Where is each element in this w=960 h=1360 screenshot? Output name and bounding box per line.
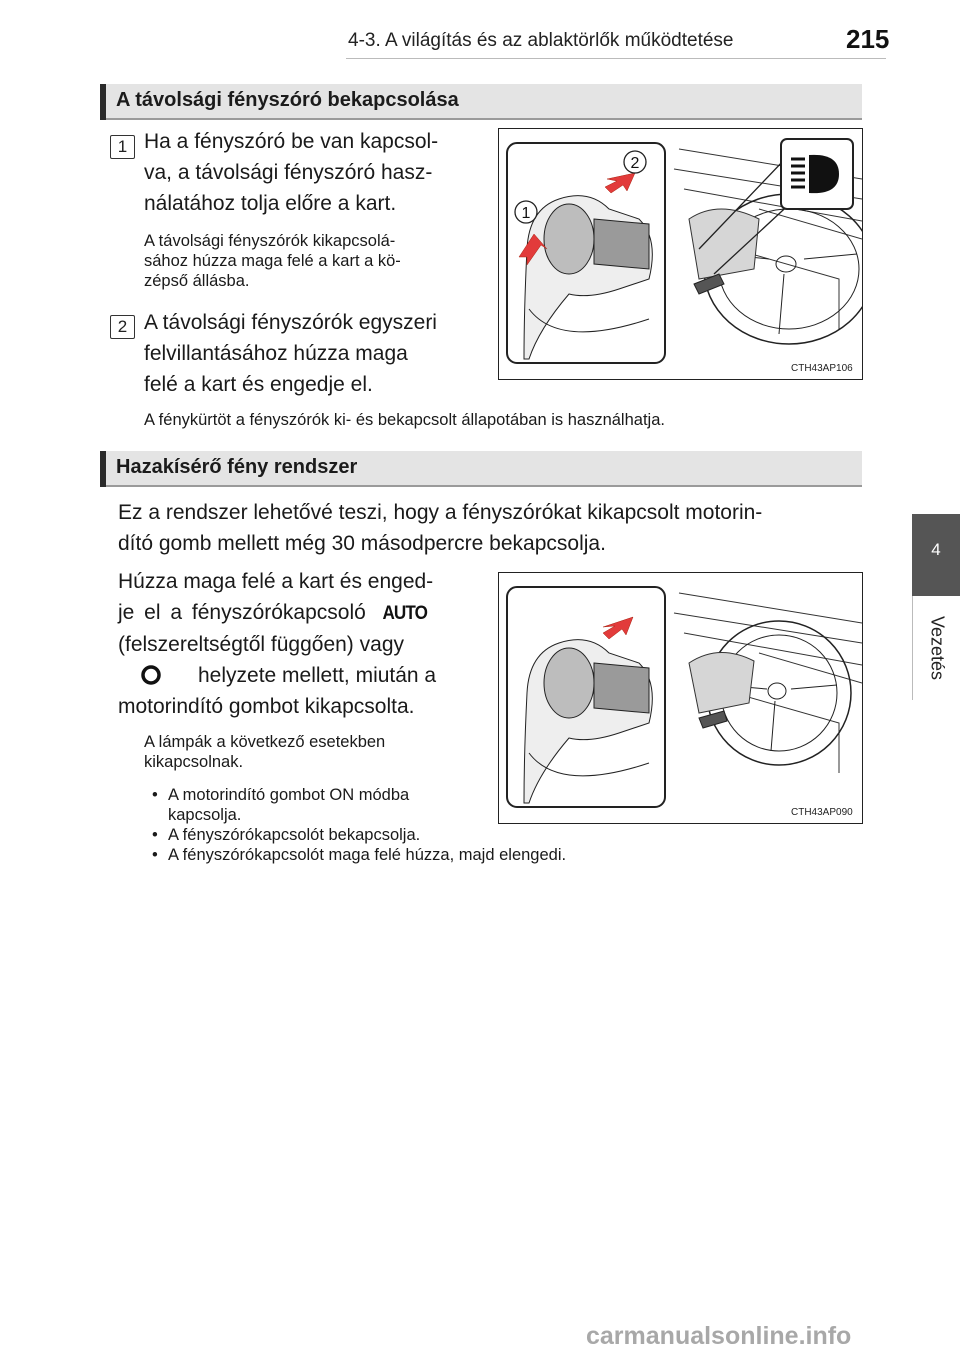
- high-beam-icon: [781, 139, 853, 209]
- list-item: • A motorindító gombot ON módba kapcsolja.: [144, 785, 478, 825]
- list-item: • A fényszórókapcsolót maga felé húzza, majd elengedi.: [144, 845, 864, 865]
- chapter-tab-number: 4: [931, 540, 941, 559]
- step-2-badge: 2: [110, 315, 135, 339]
- watermark: carmanualsonline.info: [586, 1322, 852, 1350]
- off-conditions-text: A lámpák a következő esetekben kikapcsolnak.: [144, 733, 386, 771]
- intro-paragraph: Ez a rendszer lehetővé teszi, hogy a fényszórókat kikapcsolt motorin- dító gomb mellett még 30 másodpercre bekapcsolja.: [118, 501, 763, 555]
- section-heading-high-beam: [100, 84, 862, 120]
- figure-callout-1: 1: [521, 205, 531, 222]
- page-number: 215: [846, 24, 890, 54]
- instruction-paragraph: Húzza maga felé a kart és enged- je el a fényszórókapcsoló AUTO (felszereltségtől függően) vagy helyzete mellett, miután a motorindító gombot kikapcsolta.: [118, 570, 437, 718]
- figure-code: CTH43AP090: [791, 807, 853, 818]
- lever-illustration: [499, 129, 862, 379]
- step-1-badge: 1: [110, 135, 135, 159]
- figure-callout-2: 2: [630, 155, 640, 172]
- step-1-note: A távolsági fényszórók kikapcsolá- sához húzza maga felé a kart a kö- zépső állásba.: [144, 232, 401, 290]
- list-item: • A fényszórókapcsolót bekapcsolja.: [144, 825, 864, 845]
- step-1-text: Ha a fényszóró be van kapcsol- va, a távolsági fényszóró hasz- nálatához tolja előre a kart.: [144, 130, 439, 215]
- running-header: 4-3. A világítás és az ablaktörlők működtetése: [348, 30, 734, 51]
- position-light-symbol: [140, 664, 162, 686]
- flash-note: A fénykürtöt a fényszórók ki- és bekapcsolt állapotában is használhatja.: [144, 411, 665, 429]
- auto-symbol: AUTO: [382, 603, 427, 624]
- header-divider: [346, 58, 886, 59]
- section-title: Hazakísérő fény rendszer: [116, 456, 358, 478]
- step-2-text: A távolsági fényszórók egyszeri felvillantásához húzza maga felé a kart és engedje el.: [144, 311, 437, 396]
- section-title: A távolsági fényszóró bekapcsolása: [116, 89, 459, 111]
- section-heading-follow-me-home: [100, 451, 862, 487]
- figure-high-beam-lever: [498, 128, 863, 380]
- figure-follow-me-home-lever: [498, 572, 863, 824]
- chapter-tab-label: Vezetés: [927, 615, 948, 681]
- figure-code: CTH43AP106: [791, 363, 853, 374]
- lever-illustration-2: [499, 573, 862, 823]
